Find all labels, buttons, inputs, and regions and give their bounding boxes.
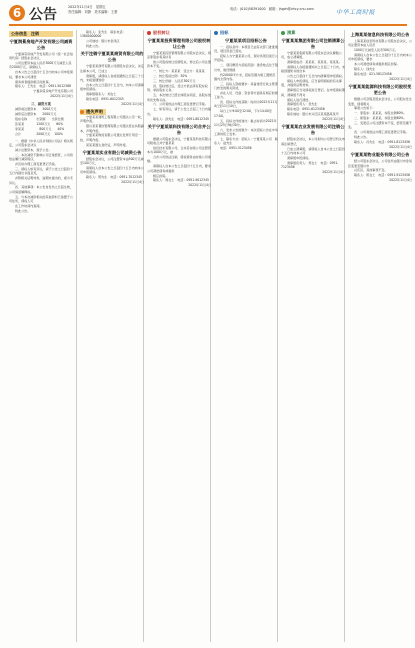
- table-row: 减资后注册资本 2000万元: [15, 112, 57, 117]
- tag-dot-icon: [214, 31, 218, 35]
- text-line: 在工作时间内查阅。: [15, 203, 43, 208]
- tag-label: 清算: [287, 30, 296, 35]
- table-row: 李某某 800万元 40%: [15, 126, 65, 131]
- text-line: 请债权人自本公告之日起四十五日内向本公司申报债权。: [80, 166, 144, 175]
- text-line: 电话：0951-5123456: [220, 146, 252, 151]
- text-line: 根据公司章程及股东会决议，公司股东发生变更，现将相关: [348, 97, 412, 106]
- notice-headline: 宁夏某某集团有限公司注销清算公告: [281, 38, 345, 49]
- section-tag: [214, 30, 231, 36]
- text-line: 根据公司股东会决议，宁夏某某科技有限公司吸收合并宁夏某某: [147, 136, 211, 146]
- text-line: 联系人：张先生 联系电话：13800000000: [80, 30, 126, 39]
- text-line: 经股东会决议，公司注册资本由500万元减至100万元，: [80, 156, 144, 166]
- date-line: 2022年11月4日: [389, 178, 412, 183]
- date-line: 2022年11月4日: [50, 94, 73, 99]
- date-line: 2022年11月4日: [322, 169, 345, 174]
- text-line: 请债权人自接到通知书之日起三十日内，未接到通知书的自本: [281, 65, 345, 74]
- notice-body: [348, 97, 412, 149]
- text-line: 联系人：周女士 电话：0951-9012345: [153, 178, 209, 183]
- tag-label: 遗失声明: [86, 109, 103, 115]
- text-line: 合并公司依法注销，债权债务由存续公司承继。: [147, 155, 211, 164]
- notice-headline: 宁夏某某农业发展有限公司注销公告: [281, 124, 345, 136]
- text-line: 信息技术有限公司，合并后存续公司注册资本为1000万元，被: [147, 145, 211, 155]
- text-line: 宁夏某某集团有限公司股东会决议解散公司，成立清算组，: [281, 51, 342, 60]
- text-line: 一、根据《中华人民共和国公司法》相关规定，公司股东会决议: [9, 138, 73, 148]
- text-line: 特此公告。: [354, 135, 370, 140]
- notice-body: [80, 64, 144, 106]
- tag-dot-icon: [281, 31, 285, 35]
- notice-headline: 上海某某信息科技有限公司公告: [350, 32, 410, 37]
- text-line: 宁夏某某商贸有限公司经股东会决议，决定注销本公司，已成立: [80, 64, 144, 73]
- table-title: 三、减资方案: [31, 101, 51, 106]
- notice-body: [348, 39, 412, 81]
- column-4: [214, 30, 278, 153]
- date-line: 2022年11月4日: [389, 144, 412, 149]
- text-line: 四、公司将依法办理工商变更登记手续。: [354, 130, 409, 135]
- text-line: 联系人：陈女士 电话：0951-9123456: [354, 173, 410, 178]
- notice-body: [9, 52, 73, 99]
- notice-headline: 宁夏某某实业有限公司减资公告: [82, 149, 142, 155]
- column-6: [348, 30, 412, 186]
- lost-notices: [80, 115, 144, 147]
- text-line: 银川某某餐饮管理有限公司遗失营业执照副本，声明作废。: [80, 124, 144, 133]
- text-line: 联系人：冯先生 电话：0951-8123456: [354, 140, 410, 145]
- tag-label: 股权转让: [153, 30, 170, 35]
- text-line: 清算组负责人：吴先生: [287, 102, 318, 107]
- text-line: 已成立清算组，请债权人自本公告之日起四十五日内向本公司: [281, 146, 345, 155]
- text-line: 三、转让价格：人民币300万元: [153, 79, 196, 84]
- column-3: [147, 30, 211, 191]
- text-line: 本公司清偿债务或提供相应担保。: [354, 62, 400, 67]
- text-line: 三、投标人资格要求：具备建设行政主管部门核发的相关资质，: [214, 81, 278, 91]
- text-line: 三、债权人如有异议，请于公告之日起四十五日内提出书面意见，: [9, 167, 73, 176]
- text-line: 上海某某信息科技有限公司股东会决议，公司注册资本由人民币: [348, 39, 412, 48]
- text-line: 请债权人自本公告之日起四十五日内向本公司申报债权，要求: [348, 53, 412, 62]
- date-line: 2022年11月4日: [188, 183, 211, 188]
- text-line: 七、如有异议，请于公告之日起三十日内提出。: [147, 107, 211, 116]
- notice-body: [80, 30, 144, 48]
- contact-info: 电话：(010)58391000 邮箱：jhgzh@zhcy-cnu.com: [230, 7, 314, 11]
- notice-headline: 宁夏某某投资管理有限公司股权转让公告: [147, 38, 211, 49]
- table-row: 合计 2000万元 100%: [15, 131, 63, 136]
- column-1: [9, 30, 73, 216]
- page-number-badge: 6: [9, 5, 25, 21]
- masthead: [0, 0, 415, 26]
- section-tag: [147, 30, 173, 36]
- date-line: 2022年11月4日: [121, 180, 144, 185]
- notice-headline: 宁夏某某项目招标公告: [225, 38, 267, 43]
- text-line: 二、新股东：某某某，持股比例60%。: [354, 116, 407, 121]
- text-line: 并附相关证明材料，逾期未提出的，视为无异议。: [9, 176, 73, 185]
- text-line: 公告之日起四十五日内向清算组申报债权。: [287, 74, 345, 79]
- column-5: [281, 30, 345, 177]
- text-line: 宁夏某某物流有限公司遗失发票专用章一枚，声明作废。: [80, 133, 141, 142]
- text-line: 联系人：孙先生 电话：0951-8012345: [153, 116, 209, 121]
- notice-headline: 宁夏润景房地产开发有限公司减资公告: [9, 39, 73, 50]
- text-line: 联系电话：021-58123456: [354, 72, 392, 77]
- section-heading: 公告信息 注销: [9, 31, 73, 37]
- text-line: 清算组负责人：郑女士 电话：0951-7123456: [281, 160, 339, 169]
- date-line: 2022年11月4日: [389, 76, 412, 81]
- column-divider: [76, 30, 77, 642]
- section-tag: [281, 30, 298, 36]
- text-line: 联系地址：银川市兴庆区某某路某某号: [287, 112, 339, 117]
- text-line: 约20000平方米，招标范围为施工图纸范围内全部内容。: [214, 72, 276, 81]
- notice-body: [281, 51, 345, 121]
- text-line: 相应担保。: [153, 173, 169, 178]
- text-line: 宁夏润景房地产开发有限公司（统一社会信用代码）经股东会决议，: [9, 52, 73, 61]
- text-line: 清算组联系人：刘女士: [86, 91, 117, 96]
- text-line: 公司地址：银川市金凤区: [86, 39, 120, 44]
- text-line: 六、发布公告的媒介：本次招标公告在中华工商时报上发布。: [214, 127, 278, 136]
- text-line: 债权人申报债权，应当说明债权的有关事项，并提供证明材料。: [281, 79, 342, 88]
- notice-body: [9, 139, 73, 213]
- tag-dot-icon: [80, 110, 84, 114]
- text-line: 联系电话：0951-6123456: [287, 107, 325, 112]
- notice-headline: 关于宁夏某某科技有限公司合并公告: [147, 123, 211, 135]
- notice-headline: 关于注销宁夏某某商贸有限公司的公告: [80, 51, 144, 63]
- text-line: 并在人员、设备、资金等方面具有相应的施工能力。: [214, 90, 278, 100]
- text-line: 三、变更后公司注册资本不变，经营范围不变。: [348, 121, 412, 130]
- text-line: 宁夏某某建筑工程有限公司遗失公章一枚，声明作废。: [80, 115, 144, 124]
- notice-body: [80, 157, 144, 185]
- edition-line: 责任编辑：刘静 美术编辑：王蕾: [68, 9, 118, 14]
- text-line: 减少注册资本，现予公告。: [15, 148, 52, 153]
- text-line: 宁夏某某投资管理有限公司股东会决议，同意原股东将其持有: [147, 51, 211, 60]
- text-line: 债务或者提供相应的担保。: [15, 79, 52, 84]
- text-line: 特此公告。: [86, 44, 102, 49]
- header-rule: [9, 24, 407, 26]
- text-line: 五、投标文件的递交：截止时间为2022年11月25日9时30分。: [214, 118, 277, 127]
- table-row: 股东名称 出资额 出资比例: [15, 116, 64, 121]
- text-line: 二、项目概况与招标范围：建设地点位于银川市，建设规模: [214, 63, 278, 72]
- tag-dot-icon: [147, 31, 151, 35]
- edition-info: [68, 5, 117, 14]
- text-line: 请债权人自本公告之日起四十五日内，要求公司清偿债务或提供: [147, 164, 211, 173]
- text-line: 四、股权转让后，受让方依法享有股东权利、承担股东义务。: [147, 84, 208, 93]
- text-line: 一、转让方：某某某 受让方：某某某: [153, 69, 205, 74]
- notice-body: [147, 51, 211, 121]
- text-line: 公司注册资本由人民币3000万元减至人民币2000万元，请债权人: [9, 61, 72, 70]
- notice-body: [281, 137, 345, 174]
- text-line: 兴庆区，其他事项不变。: [354, 168, 388, 173]
- date-line: 2022年11月4日: [121, 101, 144, 106]
- text-line: 一、招标条件：本项目已由有关部门批准建设，项目资金已落实，: [214, 45, 278, 54]
- text-line: 自本公告之日起四十五日内向本公司申报债权，要求本公司清偿: [9, 70, 73, 79]
- text-line: 债权人进行清偿。: [287, 97, 312, 102]
- text-line: 经公司股东会决议，公司住所由银川市金凤区变更至银川市: [348, 159, 412, 168]
- notice-headline: 宁夏某某物业服务有限公司公告: [350, 152, 410, 158]
- capital-table: [9, 107, 73, 136]
- text-line: 清算组成员：某某某、某某某、某某某。: [287, 60, 342, 65]
- edition-line: 2022年11月4日 星期五: [68, 5, 106, 9]
- text-line: 招标人为宁夏某某公司，现对该项目进行公开招标。: [214, 54, 278, 63]
- text-line: 1000万元减至人民币500万元。: [354, 48, 399, 53]
- text-line: 四、其他事项：本公告自发布之日起生效，公司保留解释权。: [9, 185, 73, 194]
- text-line: 四、招标文件的获取：时间为2022年11月4日至11月10日，: [214, 100, 278, 109]
- text-line: 二、转让股权比例：30%: [153, 74, 188, 79]
- table-row: 减资前注册资本 3000万元: [15, 107, 57, 112]
- text-line: 自本公告之日起四十五日内，向本公司清算组申报债权。: [80, 82, 144, 92]
- notice-body: [214, 45, 278, 150]
- notice-headline: 宁夏某某能源科技有限公司股权变更公告: [348, 84, 412, 96]
- text-line: 事项公告如下：: [354, 106, 376, 111]
- text-line: 联系电话：0951-6012345: [86, 96, 124, 101]
- tag-label: 招标: [220, 30, 229, 35]
- text-line: 五、与本次减资相关的其他资料已备置于公司住所，债权人可: [9, 194, 73, 203]
- text-line: 二、本次减资不影响公司正常经营，公司将依法履行减资程序，: [9, 152, 73, 162]
- column-2: [80, 30, 144, 187]
- text-line: 每日上午9:00至12:00，下午14:00至17:00。: [214, 109, 272, 118]
- signature-line: 宁夏润景房地产开发有限公司: [33, 89, 73, 94]
- text-line: 联系人：钱先生: [354, 67, 376, 72]
- notice-body: [348, 159, 412, 182]
- table-row: 张某某 1200万元 60%: [15, 121, 64, 126]
- text-line: 七、联系方式：招标人：宁夏某某公司 联系人：赵先生: [214, 136, 278, 146]
- section-title: 公告: [29, 7, 57, 23]
- newspaper-logo: 中华工商时报: [336, 9, 376, 16]
- text-line: 联系人：王先生 电话：0951-5012388: [15, 84, 71, 89]
- text-line: 清算组应当对债权进行登记。在申报债权期间，清算组不得对: [281, 88, 345, 97]
- text-line: 五、本次转让已经全体股东同意，各股东放弃优先购买权。: [147, 93, 211, 102]
- text-line: 一、原股东：某某某，持股比例60%。: [354, 111, 407, 116]
- text-line: 清算组，请债权人自接到通知之日起三十日内，未接到通知的: [80, 73, 144, 82]
- text-line: 联系人：陈先生 电话：0951-7012345: [86, 175, 142, 180]
- text-line: 并及时办理工商变更登记手续。: [15, 162, 58, 167]
- text-line: 特此公告。: [15, 208, 31, 213]
- date-line: 2022年11月4日: [322, 117, 345, 122]
- text-line: 清算组申报债权。: [287, 155, 312, 160]
- text-line: 的公司股权转让给新股东，转让后公司注册资本不变。: [147, 60, 211, 69]
- text-line: 经股东会决议，本公司拟向公司登记机关申请注销登记，: [281, 137, 345, 146]
- text-line: 某某某遗失身份证，声明作废。: [86, 142, 129, 147]
- text-line: 六、公司将依法办理工商变更登记手续。: [153, 102, 208, 107]
- notice-body: [147, 137, 211, 188]
